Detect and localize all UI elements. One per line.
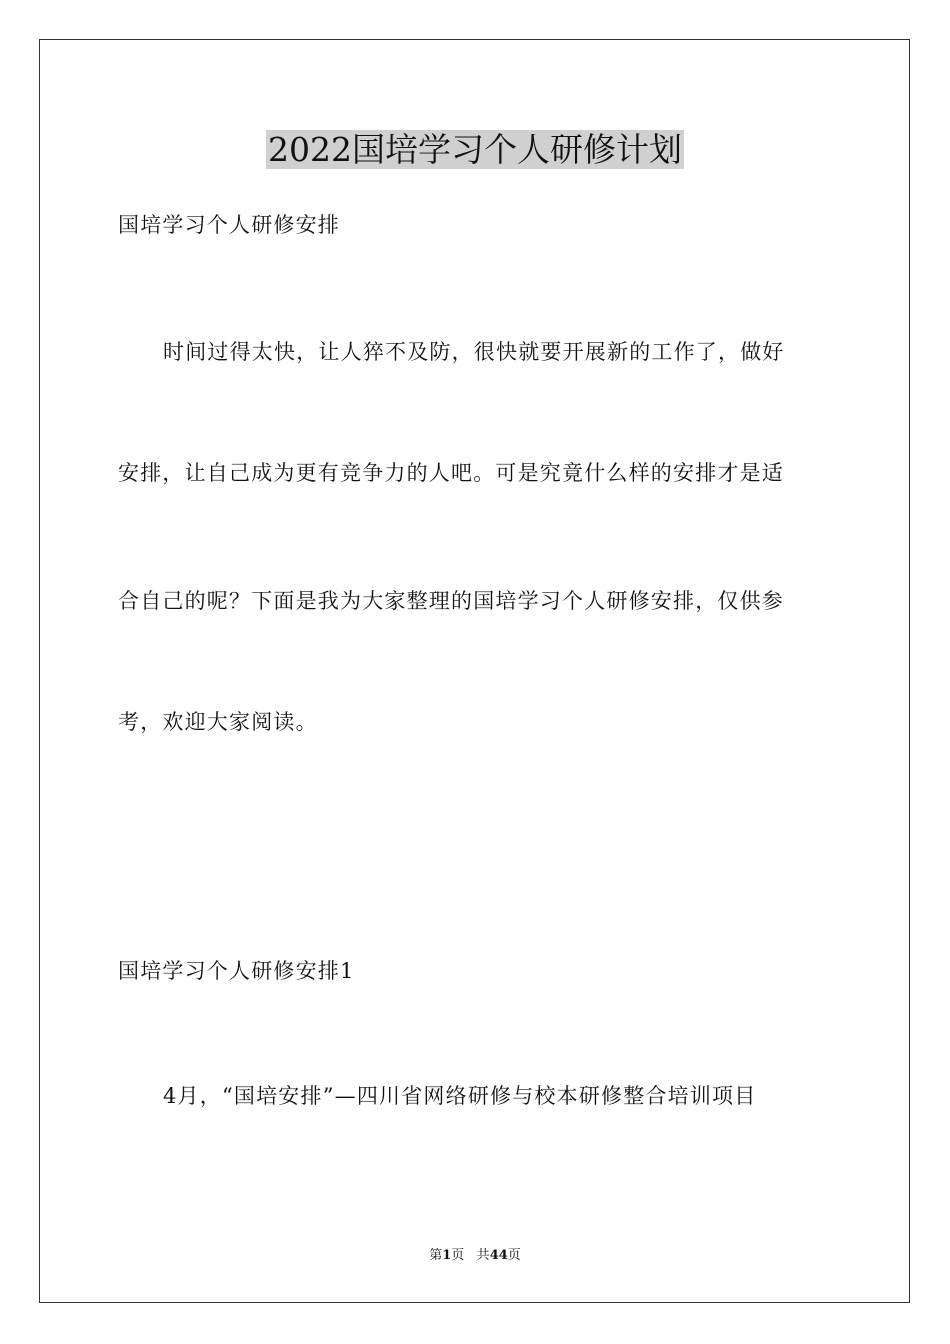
total-page-count: 44 <box>489 1248 508 1263</box>
section-heading: 国培学习个人研修安排1 <box>118 959 355 983</box>
page-footer: 第1页 共44页 <box>429 1248 521 1263</box>
paragraph-line: 合自己的呢？下面是我为大家整理的国培学习个人研修安排，仅供参 <box>118 589 784 613</box>
paragraph-line: 考，欢迎大家阅读。 <box>118 710 318 734</box>
paragraph-line: 4月，“国培安排”—四川省网络研修与校本研修整合培训项目 <box>163 1084 757 1108</box>
paragraph-line: 安排，让自己成为更有竞争力的人吧。可是究竟什么样的安排才是适 <box>118 461 784 485</box>
section-heading: 国培学习个人研修安排 <box>118 213 340 237</box>
document-title <box>0 128 950 172</box>
current-page-number: 1 <box>442 1248 452 1263</box>
document-title-text: 2022国培学习个人研修计划 <box>268 130 682 169</box>
paragraph-line: 时间过得太快，让人猝不及防，很快就要开展新的工作了，做好 <box>163 340 785 364</box>
